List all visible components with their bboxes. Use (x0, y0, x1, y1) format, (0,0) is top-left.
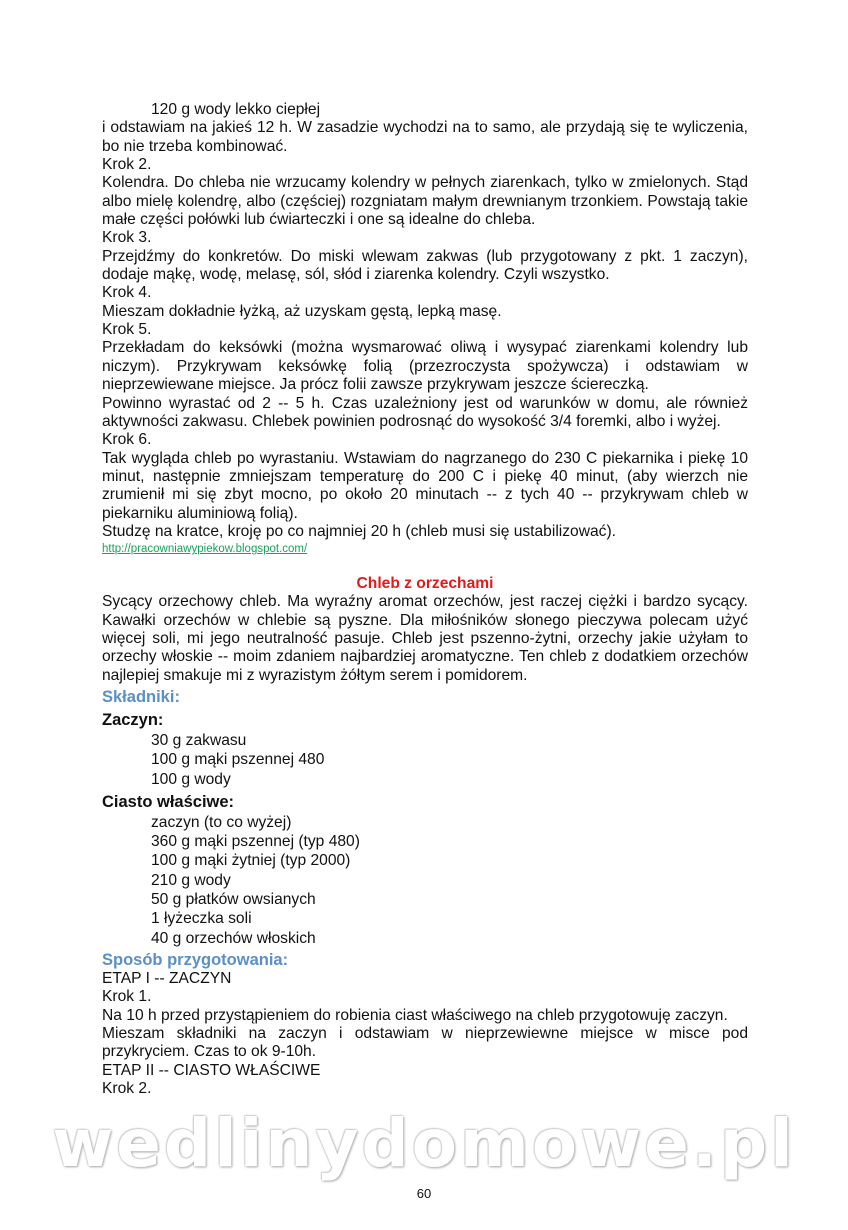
ingredient-item: 50 g płatków owsianych (151, 891, 316, 909)
text-line: Krok 6. (102, 431, 152, 449)
ingredient-item: 100 g wody (151, 770, 231, 788)
page-number: 60 (416, 1186, 432, 1202)
text-line: Krok 5. (102, 321, 152, 339)
method-line: ETAP I -- ZACZYN (102, 969, 232, 987)
recipe-intro: Sycący orzechowy chleb. Ma wyraźny aromat orzechów, jest raczej ciężki i bardzo sycący. Kawałki orzechów w chlebie są pyszne. Dla miłośników słonego pieczywa polecam użyć więcej soli, mi jego neutralność pasuje. Chleb jest pszenno-żytni, orzechy jakie użyłam to orzechy włoskie -- moim zdaniem najbardziej aromatyczne. Ten chleb z dodatkiem orzechów najlepiej smakuje mi z wyrazistym żółtym serem i pomidorem. (102, 593, 748, 684)
text-line: Mieszam dokładnie łyżką, aż uzyskam gęstą, lepką masę. (102, 302, 502, 320)
method-heading: Sposób przygotowania: (102, 950, 289, 969)
method-line: ETAP II -- CIASTO WŁAŚCIWE (102, 1061, 321, 1079)
ciasto-list (102, 813, 748, 948)
method-steps (102, 970, 748, 1098)
method-line: Na 10 h przed przystąpieniem do robienia ciast właściwego na chleb przygotowuję zaczyn. (102, 1006, 728, 1024)
ingredient-item: 360 g mąki pszennej (typ 480) (151, 833, 360, 851)
method-line: Mieszam składniki na zaczyn i odstawiam w nieprzewiewne miejsce w misce pod przykryciem. Czas to ok 9-10h. (102, 1024, 748, 1061)
text-line: Studzę na kratce, kroję po co najmniej 20 h (chleb musi się ustabilizować). (102, 522, 616, 540)
watermark-logo: wedlinydomowe.pl (52, 1105, 796, 1183)
top-mark (100, 0, 106, 4)
text-line: Krok 4. (102, 284, 152, 302)
ciasto-heading: Ciasto właściwe: (102, 792, 235, 811)
text-line: i odstawiam na jakieś 12 h. W zasadzie wychodzi na to samo, ale przydają się te wyliczenia, bo nie trzeba kombinować. (102, 119, 748, 155)
source-link[interactable]: http://pracowniawypiekow.blogspot.com/ (102, 543, 308, 556)
method-line: Krok 2. (102, 1080, 152, 1097)
ingredient-item: 1 łyżeczka soli (151, 910, 252, 928)
text-line: 120 g wody lekko ciepłej (151, 101, 321, 118)
page-content (102, 101, 748, 1098)
zaczyn-list (102, 731, 748, 789)
text-line: Tak wygląda chleb po wyrastaniu. Wstawiam do nagrzanego do 230 C piekarnika i piekę 10 minut, następnie zmniejszam temperaturę do 200 C i piekę 40 minut, (aby wierzch nie zrumienił mi się zbyt mocno, po około 20 minutach -- z tych 40 -- przykrywam chleb w piekarniku aluminiową folią). (102, 449, 748, 522)
text-line: Przekładam do keksówki (można wysmarować oliwą i wysypać ziarenkami kolendry lub niczym). Przykrywam keksówkę folią (przezroczysta spożywcza) i odstawiam w nieprzewiewane miejsce. Ja prócz folii zawsze przykrywam jeszcze ściereczką. (102, 339, 748, 394)
text-line: Krok 2. (102, 156, 152, 174)
ingredient-item: 40 g orzechów włoskich (151, 929, 316, 947)
ingredient-item: zaczyn (to co wyżej) (151, 813, 292, 831)
ingredient-item: 100 g mąki pszennej 480 (151, 751, 325, 769)
ingredients-heading: Składniki: (102, 687, 180, 706)
text-line: Powinno wyrastać od 2 -- 5 h. Czas uzależniony jest od warunków w domu, ale również aktywności zakwasu. Chlebek powinien podrosnąć do wysokość 3/4 foremki, albo i wyżej. (102, 394, 748, 430)
ingredient-item: 30 g zakwasu (151, 731, 247, 749)
zaczyn-heading: Zaczyn: (102, 710, 164, 729)
ingredient-item: 210 g wody (151, 871, 231, 889)
method-line: Krok 1. (102, 988, 152, 1006)
recipe-title: Chleb z orzechami (356, 575, 494, 593)
text-line: Kolendra. Do chleba nie wrzucamy kolendry w pełnych ziarenkach, tylko w zmielonych. Stąd albo mielę kolendrę, albo (częściej) rozgniatam małym drewnianym trzonkiem. Powstają takie małe części połówki lub ćwiarteczki i one są idealne do chleba. (102, 174, 748, 229)
previous-recipe-steps (102, 101, 748, 541)
text-line: Krok 3. (102, 229, 152, 247)
ingredient-item: 100 g mąki żytniej (typ 2000) (151, 852, 351, 870)
text-line: Przejdźmy do konkretów. Do miski wlewam zakwas (lub przygotowany z pkt. 1 zaczyn), dodaje mąkę, wodę, melasę, sól, słód i ziarenka kolendry. Czyli wszystko. (102, 247, 748, 284)
